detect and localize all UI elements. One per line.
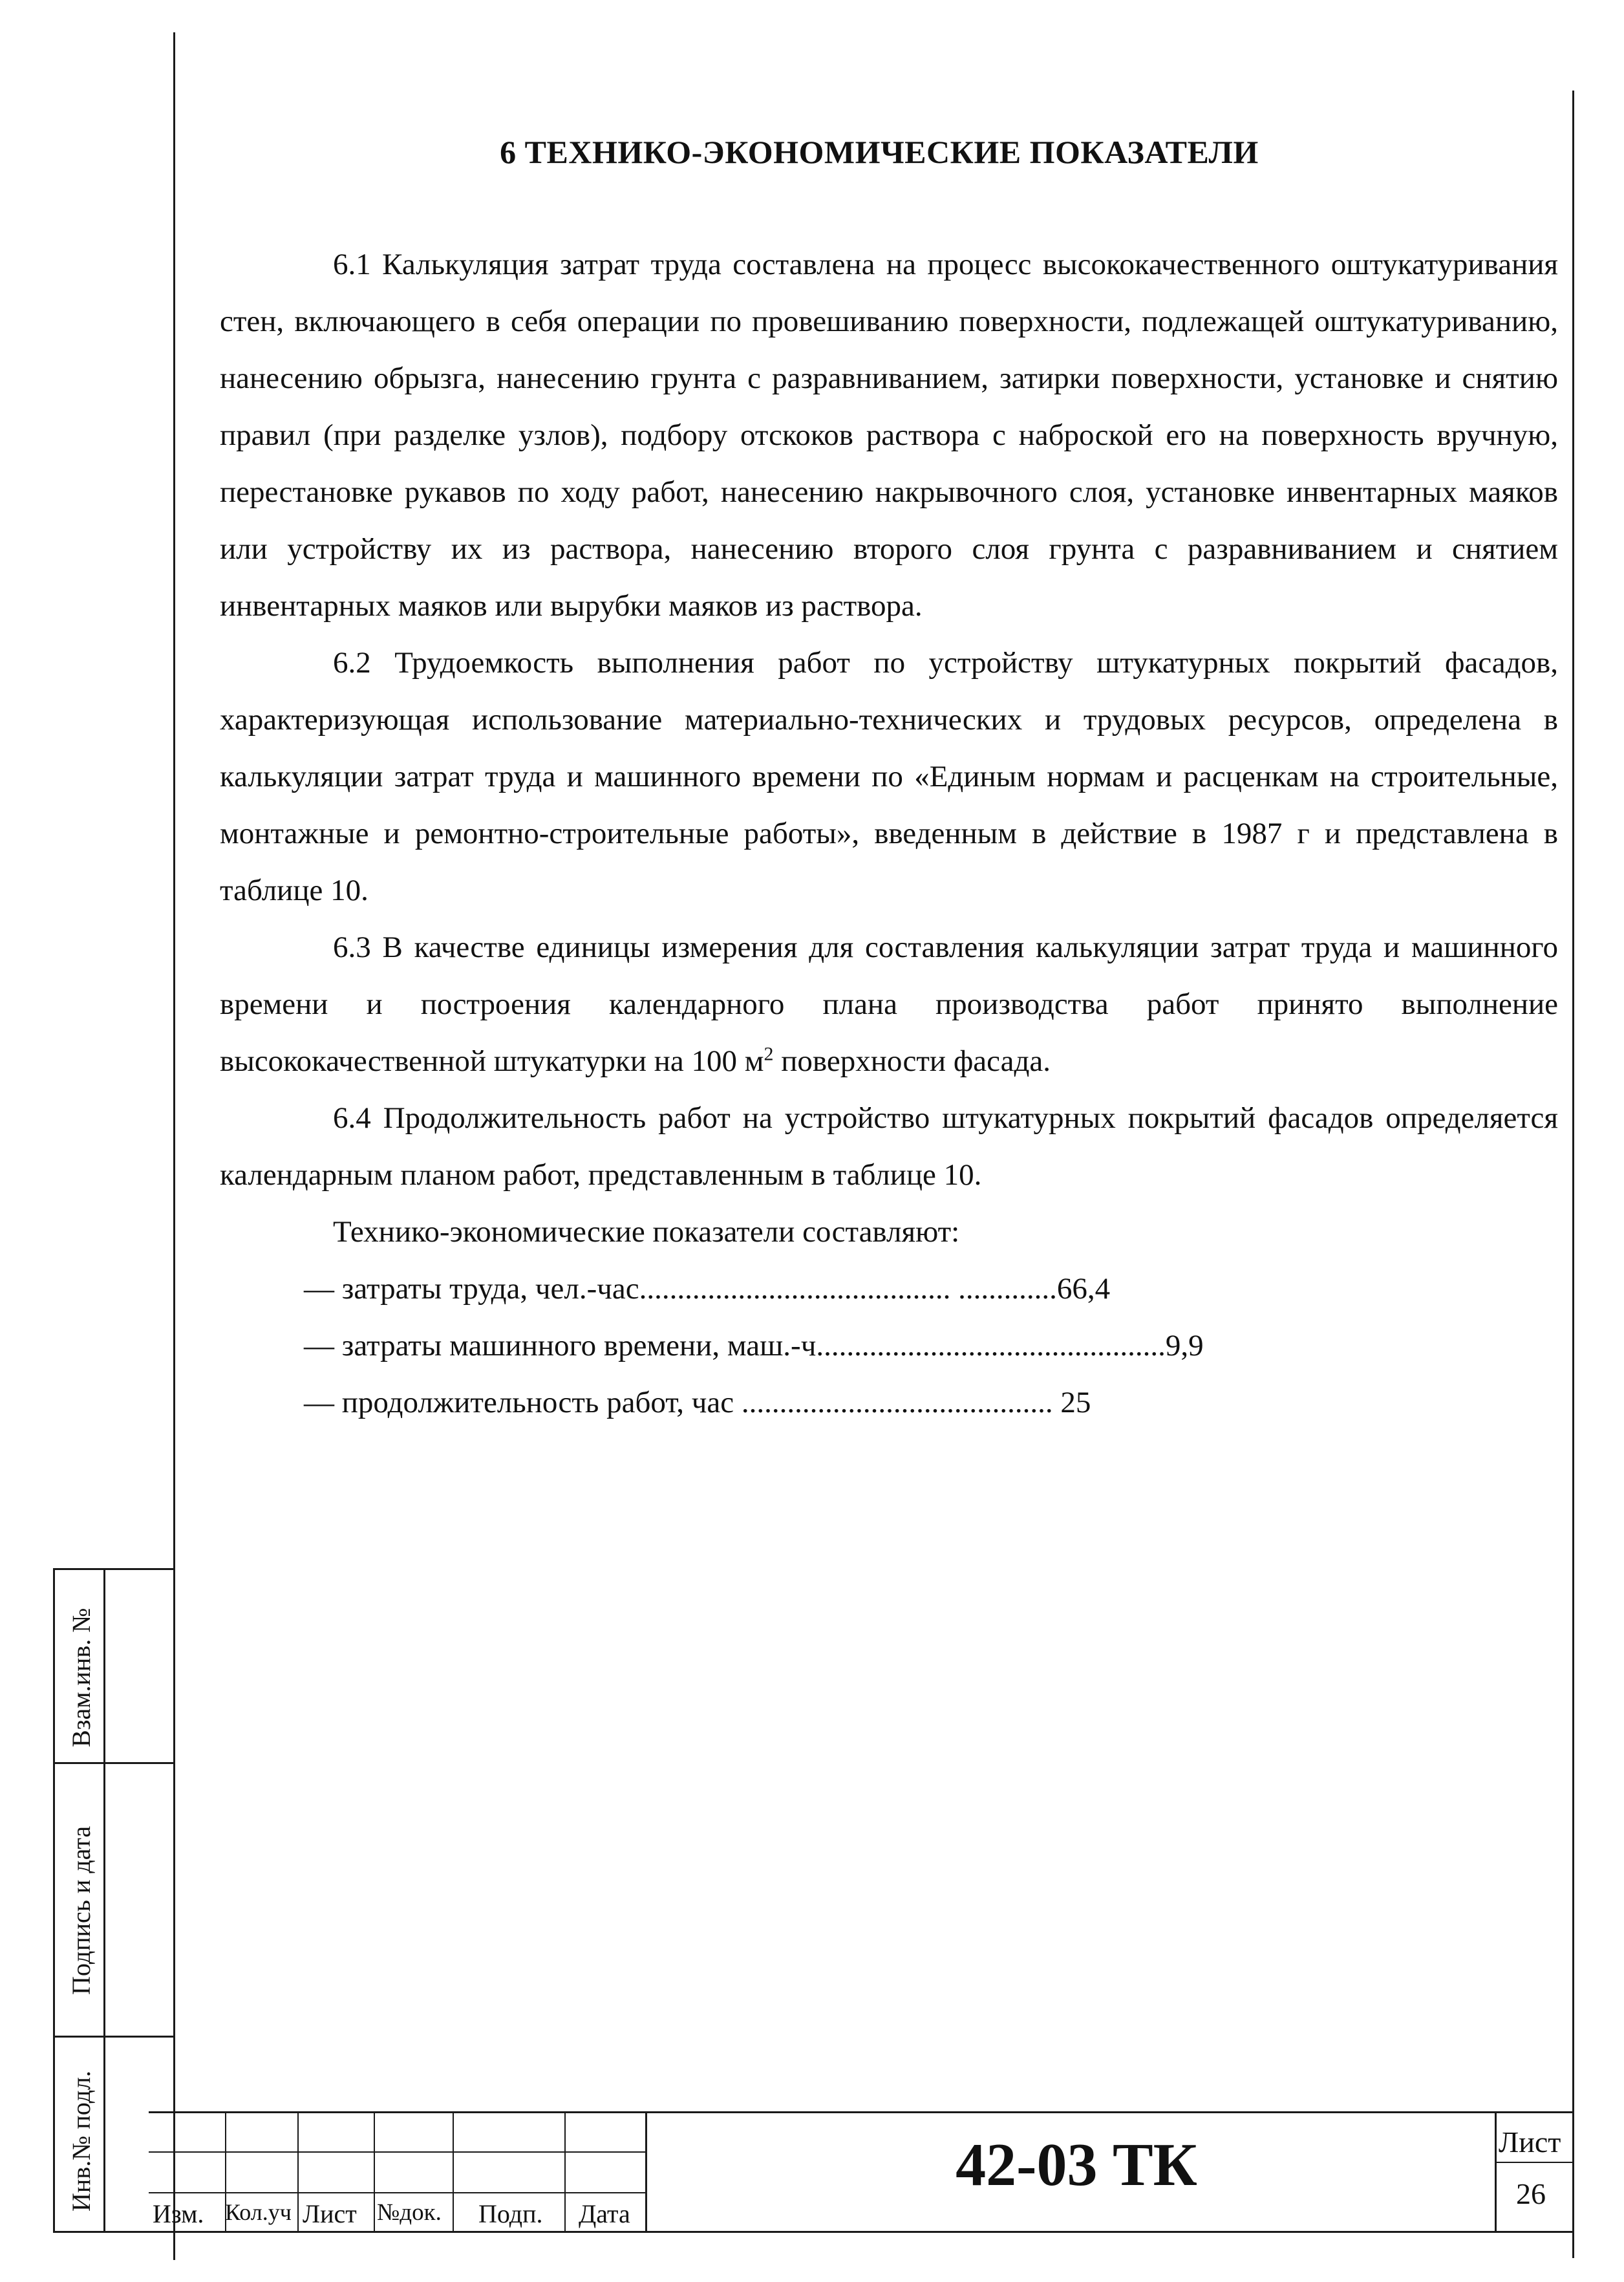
side-stamp-top-line [53, 1568, 175, 1570]
page-title: 6 ТЕХНИКО-ЭКОНОМИЧЕСКИЕ ПОКАЗАТЕЛИ [500, 134, 1259, 170]
title-block-col-line-3 [374, 2111, 375, 2232]
paragraph-6-3-text: 6.3 В качестве единицы измерения для составления калькуляции затрат труда и машинного времени и построения календарного плана производства работ принято выполнение высококачественной штукатурки на 100 м [220, 931, 1558, 1078]
side-stamp-divider-2 [53, 2036, 175, 2038]
paragraph-6-3-tail: поверхности фасада. [773, 1044, 1051, 1078]
sheet-label: Лист [1499, 2126, 1561, 2158]
body-text [220, 236, 1558, 1431]
title-block-col-line-4 [453, 2111, 454, 2232]
side-stamp-signature-date: Подпись и дата [67, 1825, 96, 1995]
paragraph-6-2: 6.2 Трудоемкость выполнения работ по устройству штукатурных покрытий фасадов, характеризующая использование материально-технических и трудовых ресурсов, определена в калькуляции затрат труда и машинного времени по «Единым нормам и расценкам на строительные, монтажные и ремонтно-строительные работы», введенным в действие в 1987 г и представлена в таблице 10. [220, 646, 1558, 907]
frame-right-border [1572, 91, 1574, 2258]
sheet-number: 26 [1516, 2177, 1546, 2210]
frame-left-border [173, 32, 175, 2260]
paragraph-6-4: 6.4 Продолжительность работ на устройство штукатурных покрытий фасадов определяется календарным планом работ, представленным в таблице 10. [220, 1101, 1558, 1192]
col-label-doc-no: №док. [377, 2199, 442, 2226]
indicators-intro: Технико-экономические показатели составляют: [333, 1215, 960, 1249]
paragraph-6-3 [220, 919, 1558, 1090]
indicator-machine-time: — затраты машинного времени, маш.-ч..............................................9,9 [304, 1329, 1204, 1362]
title-block-row-line-2 [149, 2192, 646, 2193]
side-stamp-divider-1 [53, 1762, 175, 1764]
title-block-col-line-2 [297, 2111, 299, 2232]
col-label-izm: Изм. [153, 2199, 204, 2228]
side-stamp-outer-line [53, 1568, 55, 2232]
title-block-col-line-5 [564, 2111, 566, 2232]
side-stamp-inv-no: Инв.№ подл. [67, 2071, 96, 2212]
col-label-kol-uch: Кол.уч [225, 2199, 292, 2225]
indicator-labor: — затраты труда, чел.-час......................................... .............66,4 [304, 1272, 1111, 1306]
col-label-list: Лист [303, 2199, 357, 2228]
title-block-top-line [149, 2111, 1574, 2113]
document-code: 42-03 ТК [956, 2131, 1197, 2199]
col-label-signature: Подп. [478, 2199, 543, 2228]
superscript-2: 2 [764, 1043, 774, 1065]
title-block-sheet-row-line [1495, 2162, 1574, 2163]
indicator-duration: — продолжительность работ, час ......................................... 25 [304, 1386, 1091, 1419]
side-stamp-inner-line [103, 1568, 105, 2232]
title-block-row-line-1 [149, 2151, 646, 2153]
frame-bottom-border [53, 2231, 1574, 2233]
side-stamp-replace-inv: Взам.инв. № [67, 1608, 96, 1747]
col-label-date: Дата [579, 2199, 630, 2228]
paragraph-6-1: 6.1 Калькуляция затрат труда составлена на процесс высококачественного оштукатуривания стен, включающего в себя операции по провешиванию поверхности, подлежащей оштукатуриванию, нанесению обрызга, нанесению грунта с разравниванием, затирки поверхности, установке и снятию правил (при разделке узлов), подбору отскоков раствора с наброской его на поверхность вручную, перестановке рукавов по ходу работ, нанесению накрывочного слоя, установке инвентарных маяков или устройству их из раствора, нанесению второго слоя грунта с разравниванием и снятием инвентарных маяков или вырубки маяков из раствора. [220, 248, 1558, 623]
